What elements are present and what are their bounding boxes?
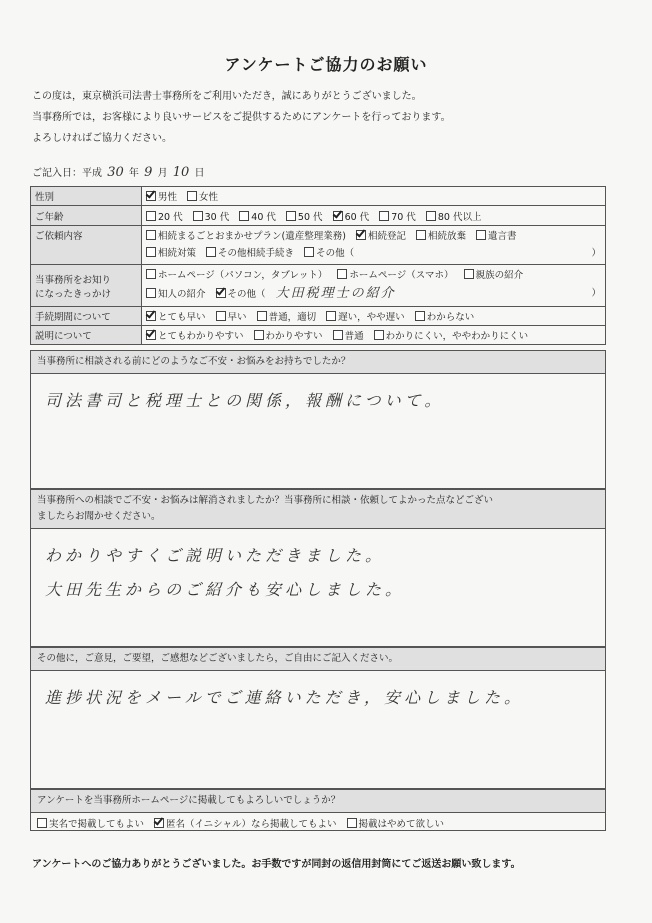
close-paren: ）: [591, 248, 601, 259]
option-label: 匿名（イニシャル）なら掲載してもよい: [166, 819, 337, 830]
option-label: 親族の紹介: [475, 270, 524, 281]
entry-date: [32, 164, 205, 180]
checkbox[interactable]: [333, 330, 343, 340]
duration-option[interactable]: [216, 312, 247, 323]
intro-line: 当事務所では，お客様により良いサービスをご提供するためにアンケートを行っております。: [32, 112, 451, 123]
option-label: わからない: [426, 312, 475, 323]
answer-line: 大田先生からのご紹介も安心しました。: [45, 580, 406, 599]
option-label: 普通，適切: [268, 312, 317, 323]
source-option[interactable]: [146, 270, 327, 281]
source-label: [31, 265, 142, 307]
option-label: ホームページ（スマホ）: [349, 270, 454, 281]
checkbox[interactable]: [286, 211, 296, 221]
checkbox[interactable]: [374, 330, 384, 340]
duration-option[interactable]: [146, 312, 206, 323]
explanation-options: [142, 326, 606, 345]
checkbox[interactable]: [254, 330, 264, 340]
checkbox[interactable]: [206, 247, 216, 257]
option-label: 30 代: [204, 211, 230, 223]
publish-option[interactable]: [347, 819, 445, 830]
intro-line: よろしければご協力ください。: [32, 133, 172, 144]
gender-option[interactable]: [146, 192, 177, 203]
age-option[interactable]: [239, 212, 276, 223]
publish-consent: [30, 789, 606, 831]
checkbox[interactable]: [146, 230, 156, 240]
explanation-label: 説明について: [31, 326, 142, 345]
explanation-option[interactable]: [374, 331, 529, 342]
source-option[interactable]: [216, 289, 266, 300]
date-day-unit: 日: [194, 168, 205, 179]
option-label: 70 代: [391, 211, 416, 223]
footer-note: アンケートへのご協力ありがとうございました。お手数ですが同封の返信用封筒にてご返送お願い致します。: [32, 859, 521, 870]
option-label: 早い: [227, 312, 247, 323]
checkbox[interactable]: [146, 247, 156, 257]
date-month[interactable]: 9: [144, 165, 153, 180]
checkbox[interactable]: [476, 230, 486, 240]
intro-text: [32, 86, 451, 149]
checkbox[interactable]: [216, 311, 226, 321]
option-label: 80 代以上: [437, 211, 482, 223]
option-label: 掲載はやめて欲しい: [358, 819, 445, 830]
option-label: とても早い: [158, 312, 206, 323]
publish-option[interactable]: [37, 819, 144, 830]
option-label: 40 代: [251, 211, 276, 223]
checkbox[interactable]: [257, 311, 267, 321]
explanation-option[interactable]: [254, 331, 323, 342]
option-label: 普通: [344, 331, 364, 342]
source-option[interactable]: [146, 289, 206, 300]
question-1-heading: 当事務所に相談される前にどのようなご不安・お悩みをお持ちでしたか？: [31, 351, 605, 374]
age-option[interactable]: [379, 212, 416, 223]
checkbox[interactable]: [187, 191, 197, 201]
request-option[interactable]: [356, 231, 406, 242]
age-option[interactable]: [146, 212, 183, 223]
close-paren: ）: [591, 288, 601, 299]
checkbox[interactable]: [154, 818, 164, 828]
option-label: わかりにくい，ややわかりにくい: [385, 331, 529, 342]
option-label: わかりやすい: [265, 331, 323, 342]
checkbox[interactable]: [347, 818, 357, 828]
intro-line: この度は，東京横浜司法書士事務所をご利用いただき，誠にありがとうございました。: [32, 91, 422, 102]
checkbox[interactable]: [216, 288, 226, 298]
checkbox[interactable]: [304, 247, 314, 257]
source-options: [142, 265, 606, 307]
checkbox[interactable]: [146, 330, 156, 340]
date-prefix: ご記入日：平成: [32, 168, 102, 179]
source-other-fill[interactable]: 大田税理士の紹介: [275, 286, 396, 301]
checkbox[interactable]: [193, 211, 203, 221]
option-label: その他（: [227, 289, 266, 300]
age-option[interactable]: [286, 212, 323, 223]
option-label: 女性: [199, 192, 219, 203]
question-3: [30, 647, 606, 789]
question-2-heading: [31, 490, 605, 529]
gender-option[interactable]: [187, 192, 218, 203]
publish-heading: アンケートを当事務所ホームページに掲載してもよろしいでしょうか？: [31, 790, 605, 813]
request-option[interactable]: [206, 248, 294, 259]
checkbox[interactable]: [337, 269, 347, 279]
option-label: ホームページ（パソコン，タブレット）: [158, 270, 328, 281]
checkbox[interactable]: [379, 211, 389, 221]
option-label: 相続対策: [158, 248, 197, 259]
source-option[interactable]: [337, 270, 453, 281]
option-label: 50 代: [297, 211, 323, 223]
source-option[interactable]: [464, 270, 524, 281]
date-day[interactable]: 10: [172, 165, 190, 180]
question-2-answer[interactable]: [31, 529, 605, 617]
question-2-line: 当事務所への相談でご不安・お悩みは解消されましたか？当事務所に相談・依頼してよかった点などござい: [37, 495, 494, 506]
gender-label: 性別: [31, 187, 142, 206]
checkbox[interactable]: [333, 211, 343, 221]
request-option[interactable]: [476, 231, 517, 242]
checkbox[interactable]: [146, 269, 156, 279]
date-year[interactable]: 30: [107, 165, 124, 180]
checkbox[interactable]: [356, 230, 366, 240]
checkbox[interactable]: [464, 269, 474, 279]
option-label: 60 代: [344, 211, 370, 223]
gender-options: [142, 187, 606, 206]
question-3-answer[interactable]: 進捗状況をメールでご連絡いただき，安心しました。: [45, 688, 525, 707]
checkbox[interactable]: [146, 288, 156, 298]
age-option[interactable]: [193, 212, 230, 223]
survey-table: [30, 186, 606, 345]
question-1-answer[interactable]: 司法書司と税理士との関係，報酬について。: [45, 391, 445, 410]
publish-option[interactable]: [154, 819, 336, 830]
checkbox[interactable]: [239, 211, 249, 221]
source-label-line: になったきっかけ: [35, 288, 112, 300]
checkbox[interactable]: [37, 818, 47, 828]
checkbox[interactable]: [426, 211, 436, 221]
checkbox[interactable]: [146, 311, 156, 321]
request-option[interactable]: [146, 231, 346, 242]
question-2: [30, 489, 606, 647]
duration-options: [142, 307, 606, 326]
option-label: とてもわかりやすい: [158, 331, 244, 342]
page-title: アンケートご協力のお願い: [224, 55, 428, 74]
explanation-option[interactable]: [333, 331, 364, 342]
date-month-unit: 月: [157, 168, 168, 179]
option-label: 20 代: [158, 211, 183, 223]
option-label: 実名で掲載してもよい: [49, 819, 145, 830]
explanation-option[interactable]: [146, 331, 244, 342]
request-option[interactable]: [146, 248, 196, 259]
option-label: 相続登記: [367, 231, 406, 242]
age-options: [142, 206, 606, 226]
checkbox[interactable]: [326, 311, 336, 321]
option-label: 相続まるごとおまかせプラン(遺産整理業務): [158, 231, 346, 242]
duration-option[interactable]: [257, 312, 317, 323]
option-label: その他相続手続き: [218, 248, 295, 259]
option-label: 男性: [158, 192, 178, 203]
option-label: その他（: [316, 248, 355, 259]
question-3-heading: その他に，ご意見，ご要望，ご感想などございましたら，ご自由にご記入ください。: [31, 648, 605, 671]
request-option[interactable]: [304, 248, 354, 259]
option-label: 遺言書: [488, 231, 517, 242]
duration-option[interactable]: [415, 312, 475, 323]
question-2-line: ましたらお聞かせください。: [37, 511, 161, 522]
checkbox[interactable]: [146, 211, 156, 221]
source-label-line: 当事務所をお知り: [35, 274, 112, 286]
publish-options: [31, 813, 605, 833]
question-1: [30, 350, 606, 489]
option-label: 知人の紹介: [158, 289, 206, 300]
answer-line: わかりやすくご説明いただきました。: [45, 546, 386, 565]
duration-option[interactable]: [326, 312, 405, 323]
age-option[interactable]: [333, 212, 370, 223]
request-options: [142, 226, 606, 265]
request-option[interactable]: [416, 231, 466, 242]
age-option[interactable]: [426, 212, 482, 223]
age-label: ご年齢: [31, 206, 142, 226]
checkbox[interactable]: [415, 311, 425, 321]
duration-label: 手続期間について: [31, 307, 142, 326]
checkbox[interactable]: [146, 191, 156, 201]
checkbox[interactable]: [416, 230, 426, 240]
date-year-unit: 年: [128, 168, 139, 179]
option-label: 遅い，やや遅い: [338, 312, 405, 323]
request-label: ご依頼内容: [31, 226, 142, 265]
option-label: 相続放棄: [428, 231, 467, 242]
